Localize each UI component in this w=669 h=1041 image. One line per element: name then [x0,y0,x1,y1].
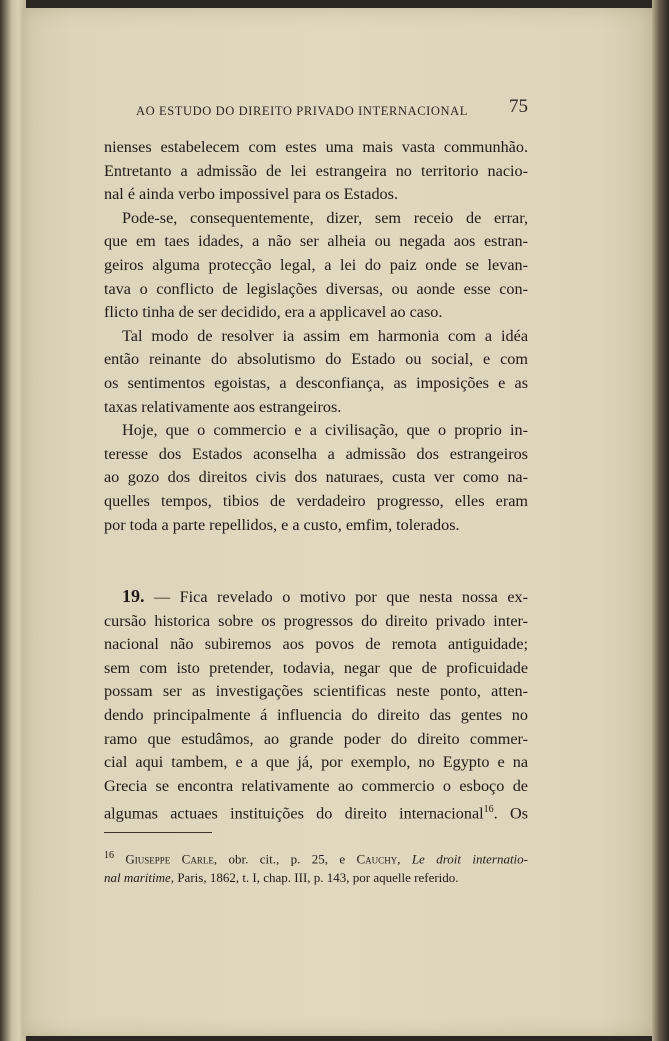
text-line: taxas relativamente aos estrangeiros. [104,397,342,416]
section-heading-line [104,585,528,610]
text-line: nal é ainda verbo impossivel para os Estados. [104,185,398,204]
footnote-reference: 16 [483,804,494,816]
text-line: cursão historica sobre os progressos do direito privado inter- [104,611,528,630]
text-line-with-footnote-ref [104,798,528,826]
text-line: quelles tempos, tibios de verdadeiro progresso, elles eram [104,491,528,510]
footnote-ref: , obr. cit., p. 25, e [213,851,357,867]
text-line: sem com isto pretender, todavia, negar que de proficuidade [104,658,528,677]
text-line: dendo principalmente á influencia do direito das gentes no [104,706,528,725]
footnote-rule [104,832,212,833]
text-line: Tal modo de resolver ia assim em harmonia com a idéa [122,326,528,345]
text-line: flicto tinha de ser decidido, era a applicavel ao caso. [104,303,443,322]
body-text [104,136,528,826]
text-line: Grecia se encontra relativamente ao commercio o esboço de [104,776,528,795]
footnote-ref: , [397,851,412,867]
text-line: ao gozo dos direitos civis dos naturaes, custa ver como na- [104,468,528,487]
text-line: cial aqui tambem, e a que já, por exemplo, no Egypto e na [104,753,528,772]
text-line: Hoje, que o commercio e a civilisação, que o proprio in- [122,421,528,440]
text-line: que em taes idades, a não ser alheia ou negada aos estran- [104,232,528,251]
footnote-line [104,846,528,868]
text-line: ramo que estudâmos, ao grande poder do direito commer- [104,729,528,748]
text-line: nienses estabelecem com estes uma mais vasta communhão. [104,138,528,156]
footnote-author: Cauchy [356,851,398,867]
footnote-title: nal maritime [104,870,171,886]
footnote-line [104,868,528,887]
text-line: por toda a parte repellidos, e a custo, emfim, tolerados. [104,515,460,534]
section-first-line: — Fica revelado o motivo por que nesta nossa ex- [144,588,528,607]
text-line: teresse dos Estados aconselha a admissão dos estrangeiros [104,444,528,463]
page-number: 75 [509,96,528,117]
running-title: AO ESTUDO DO DIREITO PRIVADO INTERNACIONAL [136,104,469,118]
footnote [104,846,528,887]
footnote-author: Giuseppe Carle [125,851,214,867]
footnote-title: Le droit internatio- [411,851,528,867]
footnote-ref: , Paris, 1862, t. I, chap. III, p. 143, por aquelle referido. [170,870,459,886]
text-line: então reinante do absolutismo do Estado ou social, e com [104,350,528,369]
text-line: nacional não subiremos aos povos de remota antiguidade; [104,635,528,654]
text-line: os sentimentos egoistas, a desconfiança, as imposições e as [104,373,528,392]
section-gap [104,537,528,585]
footnote-marker: 16 [104,850,114,861]
section-number: 19. [122,586,145,607]
last-line-text: algumas actuaes instituições do direito internacional [104,804,484,823]
text-line: Entretanto a admissão de lei estrangeira no territorio nacio- [104,161,528,180]
text-line: possam ser as investigações scientificas neste ponto, atten- [104,682,528,701]
last-line-tail: . Os [493,804,528,823]
page-header [136,96,528,126]
text-line: tava o conflicto de legislações diversas, ou aonde esse con- [104,279,528,298]
text-line: Pode-se, consequentemente, dizer, sem receio de errar, [122,208,528,227]
text-line: geiros alguma protecção legal, a lei do paiz onde se levan- [104,255,528,274]
scan-right-edge [652,0,669,1041]
